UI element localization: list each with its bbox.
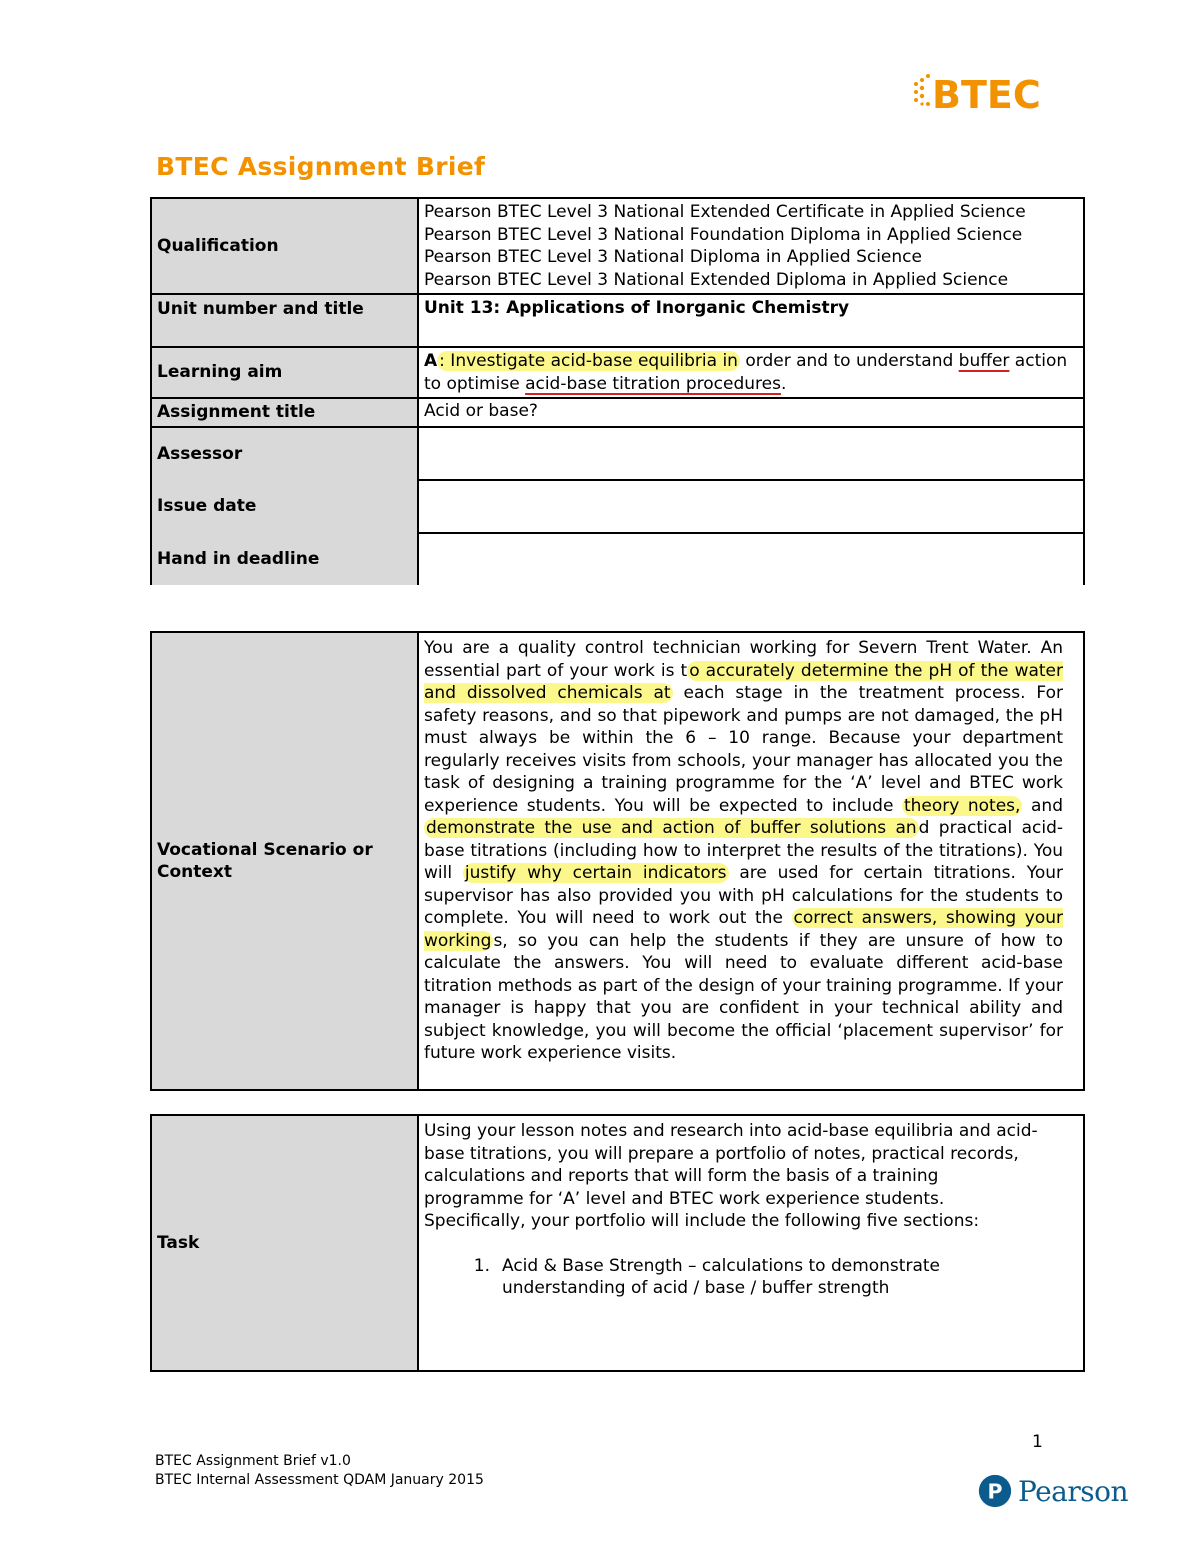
unit-label: Unit number and title: [151, 294, 418, 347]
issue-date-value: [418, 480, 1084, 533]
highlight: demonstrate the use and action of buffer solutions an: [426, 818, 917, 838]
issue-date-label: Issue date: [151, 480, 418, 533]
pearson-mark-icon: [978, 1471, 1012, 1511]
aim-letter: A: [424, 351, 438, 371]
footer: [155, 1452, 484, 1490]
qualification-row: [151, 198, 1084, 294]
hand-in-value: [418, 533, 1084, 585]
task-text: [418, 1115, 1084, 1371]
list-item: [424, 1255, 1043, 1300]
pearson-wordmark: Pearson: [1018, 1474, 1128, 1508]
btec-logo: [910, 66, 1050, 116]
scenario-row: [151, 632, 1084, 1090]
task-list: [424, 1255, 1043, 1300]
red-underline: acid-base titration procedures: [525, 373, 781, 394]
task-row: [151, 1115, 1084, 1371]
hand-in-row: [151, 533, 1084, 585]
task-table: [150, 1114, 1085, 1372]
qualification-line: Pearson BTEC Level 3 National Extended Diploma in Applied Science: [424, 269, 1009, 290]
btec-logo-dots-icon: [914, 74, 930, 106]
svg-text:P: P: [987, 1479, 1003, 1504]
task-intro: Using your lesson notes and research into acid-base equilibria and acid-base titrations, you will prepare a portfolio of notes, practical records, calculations and reports that will form the basis of a training programme for ‘A’ level and BTEC work experience students. Specifically, your portfolio will include the following five sections:: [424, 1121, 1038, 1231]
qualification-value: [418, 198, 1084, 294]
scenario-label: Vocational Scenario or Context: [151, 632, 418, 1090]
assessor-label: Assessor: [151, 427, 418, 480]
footer-line: BTEC Internal Assessment QDAM January 2015: [155, 1472, 484, 1488]
list-item-number: 1.: [473, 1255, 490, 1276]
footer-line: BTEC Assignment Brief v1.0: [155, 1453, 351, 1469]
unit-row: [151, 294, 1084, 347]
highlight: correct answers, showing your working: [424, 908, 1063, 951]
qualification-label: Qualification: [151, 198, 418, 294]
hand-in-label: Hand in deadline: [151, 533, 418, 585]
list-item-text: Acid & Base Strength – calculations to demonstrate understanding of acid / base / buffer strength: [502, 1255, 940, 1298]
qualification-line: Pearson BTEC Level 3 National Diploma in Applied Science: [424, 247, 922, 267]
assessor-row: [151, 427, 1084, 480]
red-underline: buffer: [958, 351, 1010, 371]
assignment-title-label: Assignment title: [151, 398, 418, 427]
assignment-title-row: [151, 398, 1084, 427]
page-number: 1: [1032, 1432, 1043, 1452]
btec-logo-text: BTEC: [932, 73, 1041, 116]
page-title: BTEC Assignment Brief: [156, 152, 486, 181]
scenario-text: You are a quality control technician working for Severn Trent Water. An essential part of your work is t o accurately determine the pH of the water and dissolved chemicals at each stage in the treatment process. For safety reasons, and so that pipework and pumps are not damaged, the pH must always be within the 6 – 10 range. Because your department regularly receives visits from schools, your manager has allocated you the task of designing a training programme for the ‘A’ level and BTEC work experience students. You will be expected to include theory notes, and demonstrate the use and action of buffer solutions an d practical acid-base titrations (including how to interpret the results of the titrations). You will justify why certain indicators are used for certain titrations. Your supervisor has also provided you with pH calculations for the students to complete. You will need to work out the correct answers, showing your working s, so you can help the students if they are unsure of how to calculate the answers. You will need to evaluate different acid-base titration methods as part of the design of your training programme. If your manager is happy that you are confident in your technical ability and subject knowledge, you will become the official ‘placement supervisor’ for future work experience visits.: [418, 632, 1084, 1090]
assignment-title-value: Acid or base?: [418, 398, 1084, 427]
learning-aim-label: Learning aim: [151, 347, 418, 398]
learning-aim-row: [151, 347, 1084, 398]
issue-date-row: [151, 480, 1084, 533]
pearson-logo: [978, 1468, 1128, 1514]
learning-aim-value: A : Investigate acid-base equilibria in order and to understand buffer action to optimise acid-base titration procedures.: [418, 347, 1084, 398]
highlight: o accurately determine the pH of the water and dissolved chemicals at: [424, 660, 1064, 703]
unit-value: Unit 13: Applications of Inorganic Chemistry: [418, 294, 1084, 347]
qualification-line: Pearson BTEC Level 3 National Foundation Diploma in Applied Science: [424, 224, 1023, 245]
scenario-table: [150, 631, 1085, 1091]
highlight: : Investigate acid-base equilibria in: [439, 351, 738, 371]
task-label: Task: [151, 1115, 418, 1371]
highlight: theory notes,: [903, 795, 1021, 816]
highlight: justify why certain indicators: [464, 863, 727, 883]
assessor-value: [418, 427, 1084, 480]
assignment-details-table: [150, 197, 1085, 585]
qualification-line: Pearson BTEC Level 3 National Extended Certificate in Applied Science: [424, 202, 1026, 222]
